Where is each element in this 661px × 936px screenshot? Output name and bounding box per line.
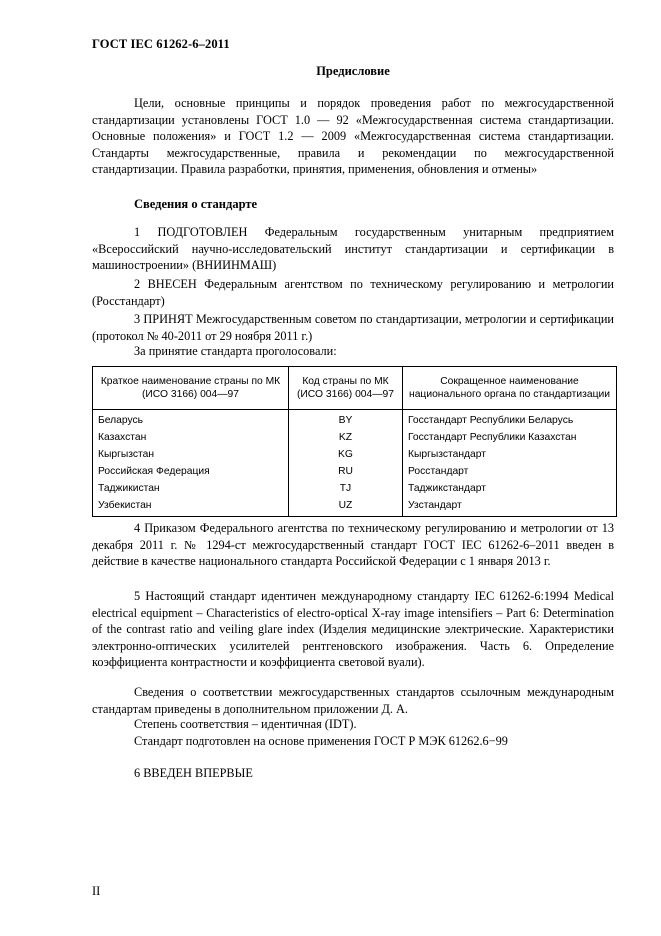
header-national-body: Сокращенное наименование национального органа по стандартизации (403, 367, 617, 410)
country-code: TJ (289, 480, 403, 497)
table-row (93, 410, 617, 430)
page-number: II (92, 884, 101, 898)
country-code: KG (289, 446, 403, 463)
table-row (93, 463, 617, 480)
intro-paragraph: Цели, основные принципы и порядок проведения работ по межгосударственной стандартизации установлены ГОСТ 1.0 — 92 «Межгосударственная система стандартизации. Основные положения» и ГОСТ 1.2 — 2009 «Межгосударственная система стандартизации. Стандарты межгосударственные, правила и рекомендации по межгосударственной стандартизации. Правила разработки, принятия, применения, обновления и отмены» (92, 96, 614, 176)
country-name: Российская Федерация (93, 463, 289, 480)
table-header-row (93, 367, 617, 410)
section-title: Сведения о стандарте (134, 197, 258, 211)
national-body: Таджикстандарт (403, 480, 617, 497)
item-1-prepared: 1 ПОДГОТОВЛЕН Федеральным государственным унитарным предприятием «Всероссийский научно-исследовательский институт стандартизации и сертификации в машиностроении» (ВНИИНМАШ) (92, 225, 614, 272)
item-5-identical: 5 Настоящий стандарт идентичен международному стандарту IEC 61262-6:1994 Medical electrical equipment – Characteristics of electro-optical X-ray image intensifiers – Part 6: Determination of the contrast ratio and veiling glare index (Изделия медицинские электрические. Характеристики электронно-оптических усилителей рентгеновского изображения. Часть 6. Определение коэффициента контрастности и коэффициента световой вуали). (92, 589, 614, 669)
national-body: Росстандарт (403, 463, 617, 480)
header-country-code: Код страны по МК (ИСО 3166) 004—97 (289, 367, 403, 410)
national-body: Узстандарт (403, 497, 617, 517)
country-name: Беларусь (93, 410, 289, 430)
country-code: RU (289, 463, 403, 480)
item-5-references: Сведения о соответствии межгосударственных стандартов ссылочным международным стандартам приведены в дополнительном приложении Д. А. (92, 685, 614, 716)
header-country-name: Краткое наименование страны по МК (ИСО 3166) 004—97 (93, 367, 289, 410)
national-body: Кыргызстандарт (403, 446, 617, 463)
country-name: Казахстан (93, 429, 289, 446)
table-row (93, 429, 617, 446)
national-body: Госстандарт Республики Казахстан (403, 429, 617, 446)
country-code: BY (289, 410, 403, 430)
table-row (93, 497, 617, 517)
country-code: KZ (289, 429, 403, 446)
country-name: Таджикистан (93, 480, 289, 497)
item-3-adopted: 3 ПРИНЯТ Межгосударственным советом по стандартизации, метрологии и сертификации (протокол № 40-2011 от 29 ноября 2011 г.) (92, 312, 614, 343)
voted-label: За принятие стандарта проголосовали: (134, 344, 337, 358)
voting-table (92, 366, 617, 517)
country-name: Узбекистан (93, 497, 289, 517)
country-name: Кыргызстан (93, 446, 289, 463)
item-5-degree: Степень соответствия – идентичная (IDT). (134, 717, 357, 731)
national-body: Госстандарт Республики Беларусь (403, 410, 617, 430)
foreword-title: Предисловие (316, 64, 390, 78)
item-5-basis: Стандарт подготовлен на основе применения ГОСТ Р МЭК 61262.6−99 (134, 734, 508, 748)
document-header: ГОСТ IEC 61262-6–2011 (92, 37, 230, 51)
item-2-introduced: 2 ВНЕСЕН Федеральным агентством по техническому регулированию и метрологии (Росстандарт) (92, 277, 614, 308)
country-code: UZ (289, 497, 403, 517)
item-4-order: 4 Приказом Федерального агентства по техническому регулированию и метрологии от 13 декабря 2011 г. № 1294-ст межгосударственный стандарт ГОСТ IEC 61262-6–2011 введен в действие в качестве национального стандарта Российской Федерации с 1 января 2013 г. (92, 521, 614, 568)
item-6-introduced-first: 6 ВВЕДЕН ВПЕРВЫЕ (134, 766, 253, 780)
table-row (93, 480, 617, 497)
table-row (93, 446, 617, 463)
